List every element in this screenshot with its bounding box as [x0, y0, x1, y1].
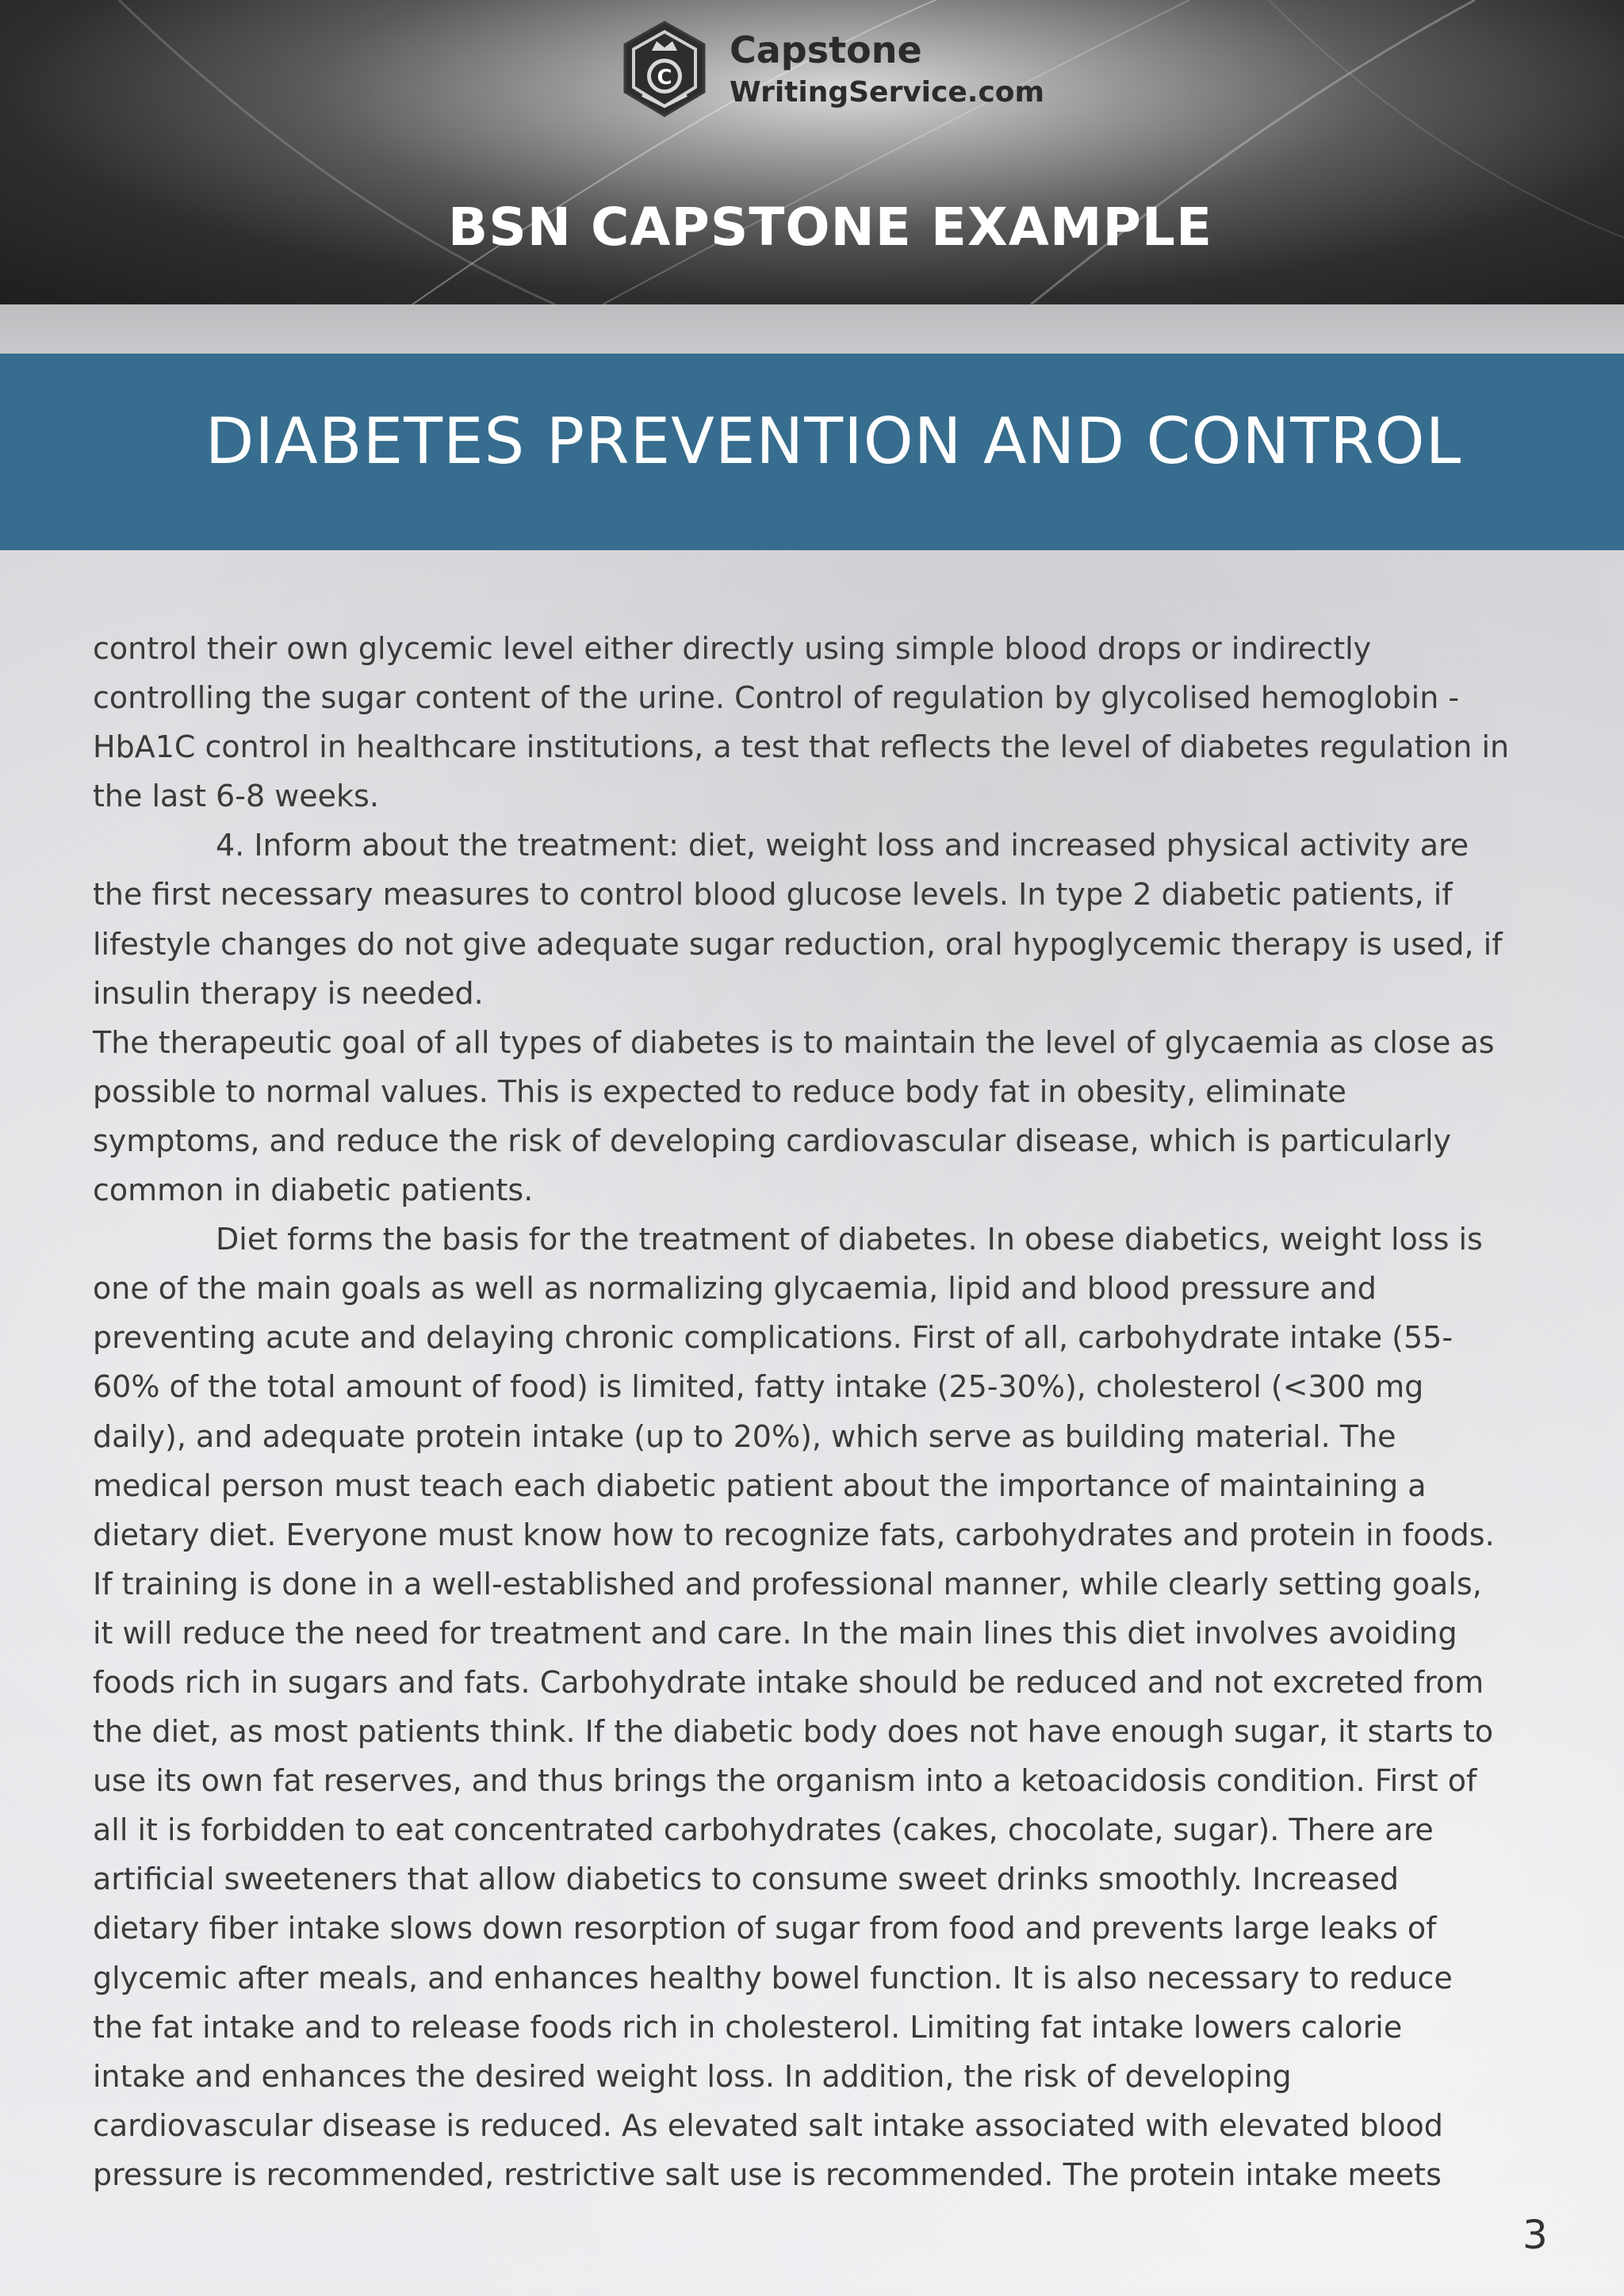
body-line: use its own fat reserves, and thus brings the organism into a ketoacidosis condition. First of [93, 1763, 1477, 1799]
body-line: daily), and adequate protein intake (up to 20%), which serve as building material. The [93, 1418, 1396, 1454]
brand-domain: WritingService.com [730, 76, 1045, 109]
body-line: 4. Inform about the treatment: diet, weight loss and increased physical activity are [216, 828, 1469, 863]
body-line: Diet forms the basis for the treatment of diabetes. In obese diabetics, weight loss is [216, 1222, 1483, 1257]
body-line: The therapeutic goal of all types of diabetes is to maintain the level of glycaemia as close as [93, 1024, 1495, 1060]
svg-text:C: C [657, 66, 672, 90]
body-line: medical person must teach each diabetic patient about the importance of maintaining a [93, 1468, 1427, 1503]
body-line: common in diabetic patients. [93, 1173, 534, 1208]
body-line: one of the main goals as well as normalizing glycaemia, lipid and blood pressure and [93, 1271, 1377, 1307]
body-line: glycemic after meals, and enhances healthy bowel function. It is also necessary to reduce [93, 1960, 1453, 1996]
body-line: If training is done in a well-established and professional manner, while clearly setting goals, [93, 1566, 1482, 1601]
brand-name: Capstone [730, 29, 922, 71]
page-title: DIABETES PREVENTION AND CONTROL [205, 404, 1462, 478]
body-line: 60% of the total amount of food) is limited, fatty intake (25-30%), cholesterol (<300 mg [93, 1369, 1424, 1405]
body-line: the fat intake and to release foods rich in cholesterol. Limiting fat intake lowers calorie [93, 2009, 1403, 2045]
body-line: possible to normal values. This is expected to reduce body fat in obesity, eliminate [93, 1073, 1346, 1109]
body-line: the diet, as most patients think. If the diabetic body does not have enough sugar, it starts to [93, 1714, 1494, 1750]
body-line: dietary fiber intake slows down resorption of sugar from food and prevents large leaks of [93, 1911, 1437, 1946]
body-line: dietary diet. Everyone must know how to recognize fats, carbohydrates and protein in foods. [93, 1517, 1495, 1552]
capstone-emblem-icon [619, 19, 710, 122]
body-line: pressure is recommended, restrictive salt use is recommended. The protein intake meets [93, 2156, 1442, 2192]
body-line: controlling the sugar content of the urine. Control of regulation by glycolised hemoglobin - [93, 680, 1460, 716]
body-line: symptoms, and reduce the risk of developing cardiovascular disease, which is particularly [93, 1123, 1452, 1158]
body-line: cardiovascular disease is reduced. As elevated salt intake associated with elevated blood [93, 2107, 1443, 2143]
body-line: control their own glycemic level either directly using simple blood drops or indirectly [93, 631, 1372, 666]
page-header [0, 0, 1624, 304]
body-line: it will reduce the need for treatment and care. In the main lines this diet involves avoiding [93, 1615, 1457, 1651]
body-line: the last 6-8 weeks. [93, 779, 379, 814]
body-line: preventing acute and delaying chronic complications. First of all, carbohydrate intake (55- [93, 1320, 1454, 1356]
body-line: the first necessary measures to control blood glucose levels. In type 2 diabetic patients, if [93, 877, 1453, 913]
body-line: all it is forbidden to eat concentrated carbohydrates (cakes, chocolate, sugar). There are [93, 1812, 1434, 1848]
body-line: insulin therapy is needed. [93, 975, 484, 1011]
body-text [93, 624, 1568, 2199]
document-type-heading: BSN CAPSTONE EXAMPLE [447, 197, 1213, 258]
body-line: intake and enhances the desired weight loss. In addition, the risk of developing [93, 2058, 1292, 2094]
body-line: artificial sweeteners that allow diabetics to consume sweet drinks smoothly. Increased [93, 1862, 1400, 1897]
body-line: HbA1C control in healthcare institutions, a test that reflects the level of diabetes regulation in [93, 729, 1510, 765]
body-line: lifestyle changes do not give adequate sugar reduction, oral hypoglycemic therapy is used, if [93, 926, 1503, 962]
body-line: foods rich in sugars and fats. Carbohydrate intake should be reduced and not excreted from [93, 1664, 1484, 1700]
header-separator [0, 304, 1624, 354]
page-number: 3 [1522, 2212, 1548, 2258]
brand-logo [619, 19, 1047, 122]
